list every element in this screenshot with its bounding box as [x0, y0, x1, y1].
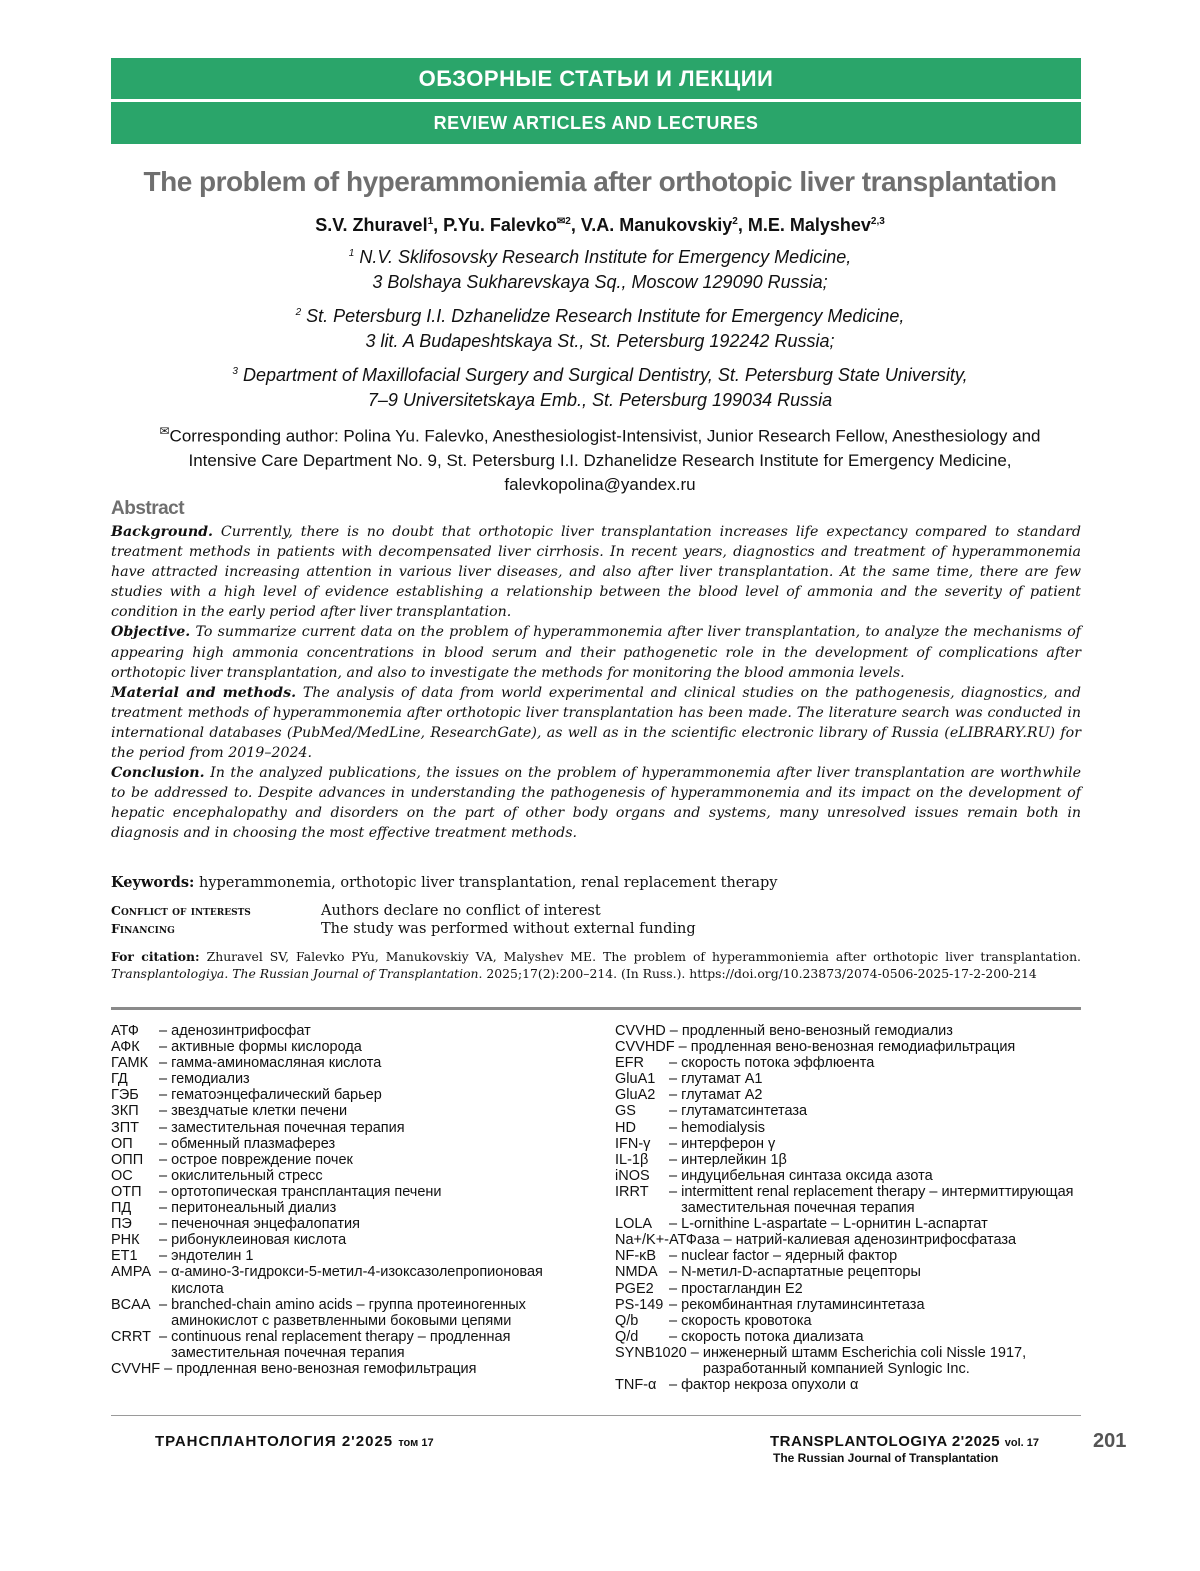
doi-link[interactable]: 2025;17(2):200–214. (In Russ.). https://doi.org/10.23873/2074-0506-2025-17-2-200-214	[486, 966, 1037, 981]
dash: –	[665, 1103, 682, 1120]
abbreviation-term: GluA1	[615, 1071, 656, 1088]
abbreviation-row	[615, 1297, 1083, 1313]
dash: –	[665, 1248, 682, 1265]
author-email[interactable]: falevkopolina@yandex.ru	[504, 474, 696, 494]
abbreviation-definition: L-ornithine L-aspartate – L-орнитин L-аспартат	[681, 1216, 988, 1233]
dash: –	[155, 1087, 172, 1104]
corresponding-author: ✉Corresponding author: Polina Yu. Falevko, Anesthesiologist-Intensivist, Junior Research Fellow, Anesthesiology and Intensive Care Department No. 9, St. Petersburg I.I. Dzhanelidze Research Institute for Emergency Medicine, falevkopolina@yandex.ru	[159, 424, 1041, 494]
abbreviation-term: РНК	[111, 1232, 140, 1249]
abbreviation-row	[615, 1248, 1083, 1264]
abbreviation-row	[615, 1071, 1083, 1087]
section-band-en: REVIEW ARTICLES AND LECTURES	[111, 102, 1081, 144]
abbreviation-term: NF-κB	[615, 1248, 657, 1265]
dash: –	[665, 1023, 682, 1039]
abbreviation-definition: интерлейкин 1β	[681, 1151, 787, 1168]
abbreviation-definition: гемодиализ	[171, 1071, 250, 1088]
abbreviation-term: CVVHF	[111, 1360, 161, 1377]
abbreviation-row	[615, 1023, 1083, 1039]
dash: –	[665, 1151, 682, 1168]
abbreviation-definition: инженерный штамм Escherichia coli Nissle 1917, разработанный компанией Synlogic Inc.	[702, 1344, 1027, 1377]
abbreviation-row	[615, 1168, 1083, 1184]
abstract-conclusion: Conclusion. In the analyzed publications, the issues on the problem of hyperammonemia after liver transplantation are worthwhile to be addressed to. Despite advances in understanding the pathogenesis of hyperammonemia and its impact on the development of hepatic encephalopathy and disorders on the part of other body organs and systems, many unresolved issues remain both in diagnosis and in choosing the most effective treatment methods.	[111, 765, 1081, 842]
abbreviation-definition: скорость кровотока	[681, 1312, 812, 1329]
abbreviation-term: ЗПТ	[111, 1119, 140, 1136]
abbreviation-definition: глутамат А2	[681, 1087, 763, 1104]
affiliation-1: $^1$ N.V. Sklifosovsky Research Institute for Emergency Medicine, 3 Bolshaya Sukharevskaya Sq., Moscow 129090 Russia;	[348, 247, 852, 292]
abbreviation-definition: перитонеальный диализ	[171, 1200, 337, 1217]
dash: –	[155, 1200, 172, 1217]
abbreviation-term: LOLA	[615, 1216, 653, 1233]
abbreviation-term: ГД	[111, 1071, 128, 1088]
dash: –	[155, 1023, 172, 1039]
abbreviation-definition: окислительный стресс	[171, 1167, 323, 1184]
affiliation-2: $^2$ St. Petersburg I.I. Dzhanelidze Research Institute for Emergency Medicine, 3 lit. A Budapeshtskaya St., St. Petersburg 192242 Russia;	[295, 306, 905, 351]
abbreviation-term: CRRT	[111, 1328, 152, 1345]
divider	[111, 1007, 1081, 1010]
abbreviation-row	[615, 1345, 1083, 1377]
abbreviation-term: IL-1β	[615, 1151, 649, 1168]
abbreviation-row	[111, 1103, 581, 1119]
abbreviation-definition: активные формы кислорода	[171, 1039, 362, 1056]
abbreviation-term: ПЭ	[111, 1216, 132, 1233]
dash: –	[155, 1232, 172, 1249]
abbreviation-term: GluA2	[615, 1087, 656, 1104]
abbreviation-definition: глутаматсинтетаза	[681, 1103, 808, 1120]
abbreviation-row	[111, 1168, 581, 1184]
abbreviation-row	[111, 1200, 581, 1216]
keywords: Keywords: hyperammonemia, orthotopic liver transplantation, renal replacement therapy	[111, 874, 778, 891]
author-sup: 2,3	[870, 216, 885, 227]
abbreviation-row	[111, 1329, 581, 1361]
dash: –	[719, 1232, 736, 1249]
dash: –	[155, 1248, 172, 1265]
abbreviations-right	[615, 1023, 1083, 1393]
dash: –	[155, 1055, 172, 1072]
abbreviation-row	[615, 1103, 1083, 1119]
affiliation-3: $^3$ Department of Maxillofacial Surgery and Surgical Dentistry, St. Petersburg State University, 7–9 Universitetskaya Emb., St. Petersburg 199034 Russia	[232, 365, 968, 410]
footer-divider	[111, 1415, 1081, 1416]
abbreviation-term: iNOS	[615, 1167, 650, 1184]
author-sup: 1	[427, 216, 434, 227]
abbreviation-definition: рибонуклеиновая кислота	[171, 1232, 347, 1249]
abbreviation-definition: ортотопическая трансплантация печени	[171, 1183, 442, 1200]
abbreviation-definition: звездчатые клетки печени	[171, 1103, 348, 1120]
author-name: S.V. Zhuravel	[315, 215, 428, 235]
abbreviation-row	[615, 1264, 1083, 1280]
abbreviation-row	[615, 1184, 1083, 1216]
abbreviation-term: Q/d	[615, 1328, 639, 1345]
abbreviation-definition: гамма-аминомасляная кислота	[171, 1055, 382, 1072]
abbreviation-row	[615, 1136, 1083, 1152]
abbreviation-definition: печеночная энцефалопатия	[171, 1216, 360, 1233]
abbreviation-term: Q/b	[615, 1312, 639, 1329]
abbreviation-definition: скорость потока диализата	[681, 1328, 864, 1345]
dash: –	[665, 1119, 682, 1136]
abbreviation-row	[615, 1120, 1083, 1136]
dash: –	[155, 1264, 172, 1281]
abbreviation-term: HD	[615, 1119, 636, 1136]
abstract-objective: Objective. To summarize current data on the problem of hyperammonemia after liver transplantation, to analyze the mechanisms of appearing high ammonia concentrations in blood serum and their pathogenetic role in the development of complications after orthotopic liver transplantation, and also to investigate the methods for monitoring the blood ammonia levels.	[111, 624, 1081, 681]
footer-journal-en: TRANSPLANTOLOGIYA 2'2025 vol. 17	[770, 1433, 1040, 1450]
abbreviation-definition: индуцибельная синтаза оксида азота	[681, 1167, 933, 1184]
abbreviation-definition: интерферон γ	[681, 1135, 776, 1152]
abbreviation-definition: continuous renal replacement therapy – продленная заместительная почечная терапия	[171, 1328, 511, 1361]
dash: –	[665, 1071, 682, 1088]
abbreviation-definition: N-метил-D-аспартатные рецепторы	[681, 1264, 921, 1281]
abbreviation-row	[111, 1297, 581, 1329]
abstract-heading: Abstract	[111, 498, 185, 519]
abbreviation-definition: эндотелин 1	[171, 1248, 254, 1265]
abbreviation-row	[615, 1281, 1083, 1297]
abbreviation-row	[615, 1152, 1083, 1168]
abbreviation-row	[111, 1087, 581, 1103]
abbreviation-definition: простагландин Е2	[681, 1280, 803, 1297]
abbreviation-term: ОПП	[111, 1151, 144, 1168]
abbreviation-term: AMPA	[111, 1264, 152, 1281]
abbreviation-row	[615, 1055, 1083, 1071]
footer-subtitle: The Russian Journal of Transplantation	[773, 1451, 999, 1465]
dash: –	[665, 1087, 682, 1104]
article-title: The problem of hyperammoniemia after orthotopic liver transplantation	[143, 166, 1057, 197]
abbreviations-left	[111, 1023, 581, 1377]
abbreviation-definition: гематоэнцефалический барьер	[171, 1087, 382, 1104]
abbreviation-term: PS-149	[615, 1296, 664, 1313]
abbreviation-definition: фактор некроза опухоли α	[681, 1377, 859, 1394]
dash: –	[155, 1296, 172, 1313]
dash: –	[155, 1103, 172, 1120]
dash: –	[665, 1312, 682, 1329]
abbreviation-row	[615, 1087, 1083, 1103]
abbreviation-row	[111, 1184, 581, 1200]
abbreviation-row	[615, 1232, 1083, 1248]
dash: –	[155, 1039, 172, 1056]
abbreviation-row	[111, 1071, 581, 1087]
abbreviation-row	[615, 1216, 1083, 1232]
dash: –	[155, 1183, 172, 1200]
abbreviation-definition: натрий-калиевая аденозинтрифосфатаза	[735, 1232, 1017, 1249]
citation: For citation: Zhuravel SV, Falevko PYu, Manukovskiy VA, Malyshev ME. The problem of hyperammoniemia after orthotopic liver transplantation. Transplantologiya. The Russian Journal of Transplantation. 2025;17(2):200–214. (In Russ.). https://doi.org/10.23873/2074-0506-2025-17-2-200-214	[111, 949, 1081, 981]
dash: –	[155, 1151, 172, 1168]
author-sup: ✉2	[556, 216, 571, 227]
dash: –	[665, 1055, 682, 1072]
abbreviation-term: GS	[615, 1103, 636, 1120]
envelope-icon: ✉	[159, 424, 170, 438]
dash: –	[686, 1344, 703, 1361]
abbreviation-term: ПД	[111, 1200, 132, 1217]
abbreviation-row	[111, 1248, 581, 1264]
abbreviation-definition: рекомбинантная глутаминсинтетаза	[681, 1296, 925, 1313]
abbreviation-definition: острое повреждение почек	[171, 1151, 353, 1168]
section-band-ru: ОБЗОРНЫЕ СТАТЬИ И ЛЕКЦИИ	[111, 58, 1081, 99]
abbreviation-row	[111, 1136, 581, 1152]
abbreviation-definition: скорость потока эффлюента	[681, 1055, 875, 1072]
abbreviation-term: BCAA	[111, 1296, 151, 1313]
abstract-body	[111, 522, 1081, 844]
dash: –	[155, 1167, 172, 1184]
abbreviation-definition: заместительная почечная терапия	[171, 1119, 405, 1136]
abbreviation-row	[111, 1152, 581, 1168]
dash: –	[155, 1216, 172, 1233]
abbreviation-row	[111, 1023, 581, 1039]
abbreviation-row	[111, 1055, 581, 1071]
abbreviation-row	[615, 1313, 1083, 1329]
abbreviation-term: АФК	[111, 1039, 140, 1056]
abbreviation-definition: hemodialysis	[681, 1119, 765, 1136]
abbreviation-definition: nuclear factor – ядерный фактор	[681, 1248, 898, 1265]
dash: –	[665, 1135, 682, 1152]
author-list: S.V. Zhuravel$^1$, P.Yu. Falevko$^{✉2}$, V.A. Manukovskiy$^2$, M.E. Malyshev$^{2,3}$	[315, 215, 885, 235]
dash: –	[155, 1328, 172, 1345]
abbreviation-term: CVVHD	[615, 1023, 666, 1039]
dash: –	[665, 1183, 682, 1200]
abbreviation-row	[111, 1120, 581, 1136]
author-sup: 2	[732, 216, 738, 227]
abbreviation-term: TNF-α	[615, 1377, 657, 1394]
dash: –	[665, 1377, 682, 1394]
abbreviation-definition: α-амино-3-гидрокси-5-метил-4-изоксазолепропионовая кислота	[171, 1264, 543, 1297]
abbreviation-term: ЗКП	[111, 1103, 139, 1120]
abbreviation-term: ОС	[111, 1167, 133, 1184]
abbreviation-term: ОП	[111, 1135, 133, 1152]
abbreviation-term: ОТП	[111, 1183, 142, 1200]
abbreviation-term: ГАМК	[111, 1055, 149, 1072]
dash: –	[665, 1264, 682, 1281]
abbreviation-row	[615, 1329, 1083, 1345]
abbreviation-definition: branched-chain amino acids – группа протеиногенных аминокислот с разветвленными боковыми цепями	[171, 1296, 526, 1329]
dash: –	[674, 1039, 691, 1056]
dash: –	[160, 1360, 177, 1377]
abbreviation-row	[615, 1039, 1083, 1055]
abbreviation-definition: продленная вено-венозная гемодиафильтрация	[690, 1039, 1016, 1056]
abbreviation-row	[615, 1377, 1083, 1393]
dash: –	[665, 1328, 682, 1345]
abbreviation-term: IRRT	[615, 1183, 649, 1200]
abbreviation-term: EFR	[615, 1055, 644, 1072]
dash: –	[665, 1296, 682, 1313]
abbreviation-term: PGE2	[615, 1280, 654, 1297]
abbreviation-definition: продленный вено-венозный гемодиализ	[681, 1023, 953, 1039]
author-name: V.A. Manukovskiy	[580, 215, 733, 235]
dash: –	[155, 1135, 172, 1152]
abbreviation-definition: intermittent renal replacement therapy – интермиттирующая заместительная почечная терапия	[681, 1183, 1074, 1217]
abstract-methods: Material and methods. The analysis of data from world experimental and clinical studies on the pathogenesis, diagnostics, and treatment methods of hyperammonemia after orthotopic liver transplantation has been made. The literature search was conducted in international databases (PubMed/MedLine, ResearchGate), as well as in the scientific electronic library of Russia (eLIBRARY.RU) for the period from 2019–2024.	[111, 684, 1081, 762]
dash: –	[665, 1216, 682, 1233]
abbreviation-row	[111, 1216, 581, 1232]
abbreviation-definition: продленная вено-венозная гемофильтрация	[176, 1360, 477, 1377]
footer-journal-ru: ТРАНСПЛАНТОЛОГИЯ 2'2025 том 17	[155, 1433, 434, 1450]
dash: –	[155, 1071, 172, 1088]
abbreviation-term: CVVHDF	[615, 1039, 675, 1056]
author-name: M.E. Malyshev	[747, 215, 871, 235]
abbreviation-term: NMDA	[615, 1264, 658, 1281]
abbreviation-definition: глутамат А1	[681, 1071, 763, 1088]
abbreviation-term: ET1	[111, 1248, 138, 1265]
page-number: 201	[1093, 1430, 1127, 1452]
abbreviation-definition: обменный плазмаферез	[171, 1135, 336, 1152]
abstract-background: Background. Currently, there is no doubt that orthotopic liver transplantation increases life expectancy compared to standard treatment methods in patients with decompensated liver cirrhosis. In recent years, diagnostics and treatment of hyperammonemia have attracted increasing attention in various liver diseases, and also after liver transplantation. At the same time, there are few studies with a high level of evidence establishing a relationship between the blood level of ammonia and the severity of patient condition in the early period after liver transplantation.	[111, 524, 1081, 621]
abbreviation-term: Na+/K+-АТФаза	[615, 1232, 720, 1249]
abbreviation-row	[111, 1361, 581, 1377]
abbreviation-row	[111, 1264, 581, 1296]
dash: –	[665, 1280, 682, 1297]
abbreviation-row	[111, 1232, 581, 1248]
dash: –	[665, 1167, 682, 1184]
abbreviation-term: АТФ	[111, 1023, 139, 1039]
dash: –	[155, 1119, 172, 1136]
author-name: P.Yu. Falevko	[443, 215, 557, 235]
abbreviation-definition: аденозинтрифосфат	[171, 1023, 311, 1039]
abbreviation-term: SYNB1020	[615, 1344, 687, 1361]
abbreviation-term: ГЭБ	[111, 1087, 139, 1104]
abbreviation-term: IFN-γ	[615, 1135, 651, 1152]
abbreviation-row	[111, 1039, 581, 1055]
